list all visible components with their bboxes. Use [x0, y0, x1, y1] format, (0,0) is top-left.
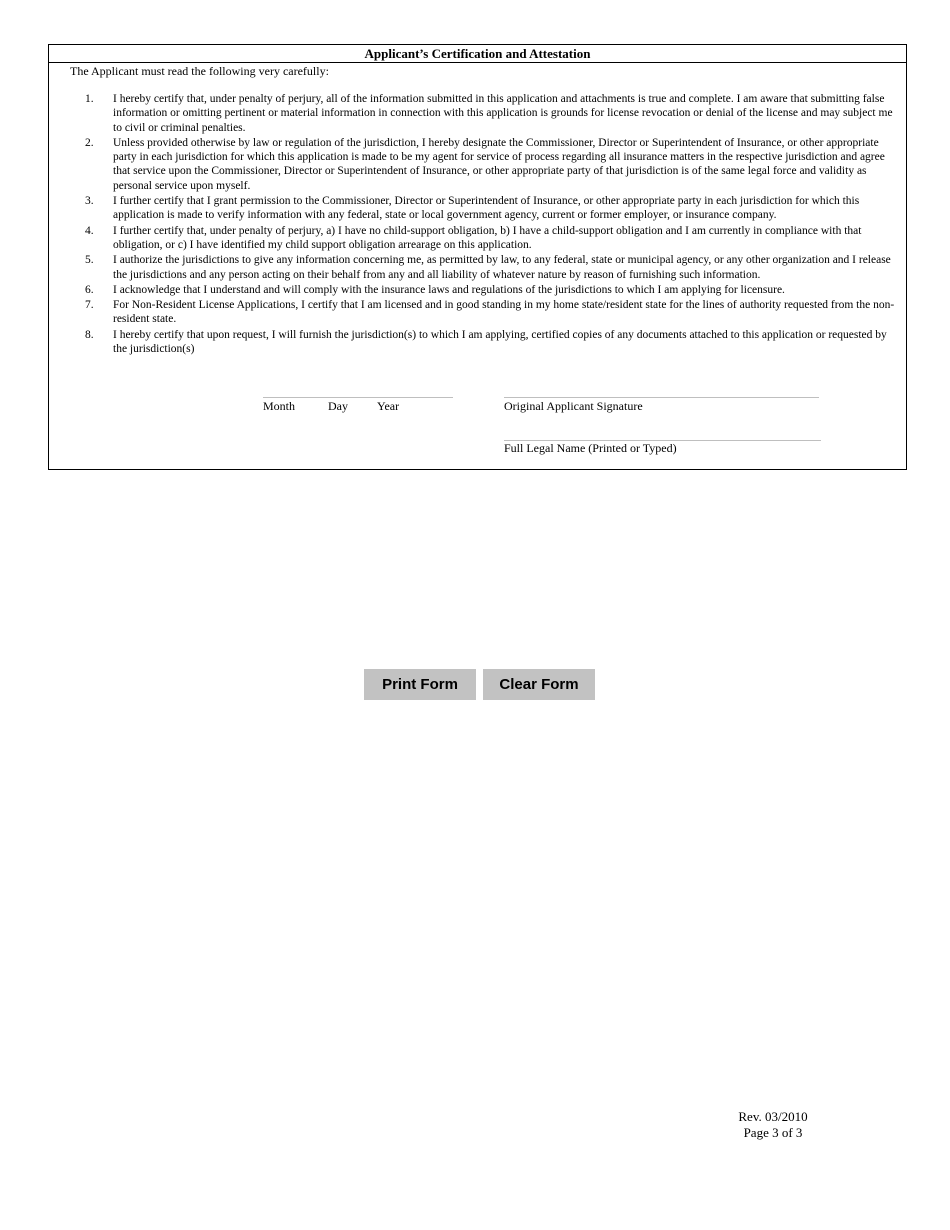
item-number: 3. [85, 195, 94, 208]
item-number: 1. [85, 93, 94, 105]
year-label: Year [377, 399, 400, 413]
clear-form-button[interactable]: Clear Form [483, 669, 595, 700]
print-form-button[interactable]: Print Form [364, 669, 476, 700]
item-text: I authorize the jurisdictions to give any information concerning me, as permitted by law, to any federal, state or municipal agency, or any other organization and I release the jurisdictions and any person acting on their behalf from any and all liability of whatever nature by reason of furnishing such information. [113, 254, 891, 281]
certification-item-8 [49, 328, 908, 357]
item-number: 8. [85, 328, 94, 341]
certification-item-2 [49, 136, 908, 193]
item-number: 4. [85, 224, 94, 237]
item-text: I hereby certify that upon request, I will furnish the jurisdiction(s) to which I am applying, certified copies of any documents attached to this application or requested by the jurisdiction(s) [113, 328, 887, 356]
item-text: I further certify that, under penalty of perjury, a) I have no child-support obligation, b) I have a child-support obligation and I am currently in compliance with that obligation, or c) I have identified my child support obligation arrearage on this application. [113, 224, 862, 251]
signature-field[interactable] [504, 397, 819, 398]
certification-item-1 [49, 92, 908, 135]
item-text: For Non-Resident License Applications, I certify that I am licensed and in good standing in my home state/resident state for the lines of authority requested from the non-resident state. [113, 299, 895, 326]
certification-list [49, 92, 908, 356]
section-title: Applicant’s Certification and Attestation [49, 45, 906, 63]
certification-item-7 [49, 298, 908, 327]
item-number: 7. [85, 299, 94, 312]
month-label: Month [263, 399, 296, 413]
item-number: 6. [85, 283, 94, 296]
item-number: 5. [85, 254, 94, 267]
certification-item-6 [49, 283, 908, 297]
item-text: I acknowledge that I understand and will comply with the insurance laws and regulations of the jurisdictions to which I am applying for licensure. [113, 283, 785, 296]
item-text: I further certify that I grant permission to the Commissioner, Director or Superintendent of Insurance, or other appropriate party in each jurisdiction for which this application is made to verify information with any federal, state or local government agency, current or former employer, or insurance company. [113, 195, 860, 222]
item-text: Unless provided otherwise by law or regulation of the jurisdiction, I hereby designate the Commissioner, Director or Superintendent of Insurance, or other appropriate party in each jurisdiction for which this application is made to be my agent for service of process regarding all insurance matters in the respective jurisdiction and agree that service upon the Commissioner, Director or Superintendent of Insurance, or other appropriate party of that jurisdiction is of the same legal force and validity as personal service upon myself. [113, 136, 885, 192]
page-number: Page 3 of 3 [743, 1125, 803, 1140]
item-number: 2. [85, 136, 94, 149]
certification-item-3 [49, 194, 908, 223]
certification-section [48, 44, 907, 470]
signature-label: Original Applicant Signature [504, 399, 643, 413]
revision-date: Rev. 03/2010 [738, 1109, 808, 1124]
certification-item-4 [49, 224, 908, 253]
full-legal-name-label: Full Legal Name (Printed or Typed) [504, 441, 677, 455]
intro-text: The Applicant must read the following very carefully: [70, 64, 329, 78]
item-text: I hereby certify that, under penalty of perjury, all of the information submitted in this application and attachments is true and complete. I am aware that submitting false information or omitting pertinent or material information in connection with this application is grounds for license revocation or denial of the license and may subject me to civil or criminal penalties. [113, 93, 893, 134]
date-field[interactable] [263, 397, 453, 398]
day-label: Day [328, 399, 348, 413]
certification-item-5 [49, 253, 908, 282]
